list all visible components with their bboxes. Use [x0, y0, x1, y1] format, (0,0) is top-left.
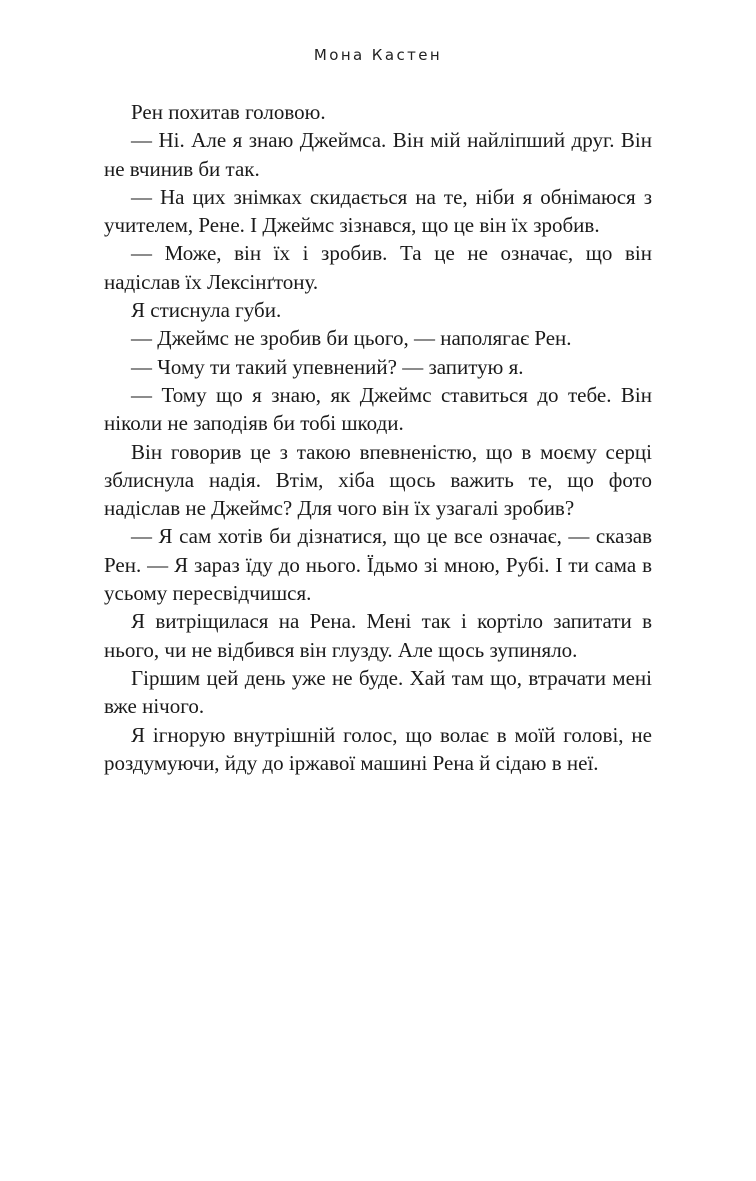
paragraph: Він говорив це з такою впевненістю, що в моєму серці зблиснула надія. Втім, хіба щось важить те, що фото надіслав не Джеймс? Для чого він їх узагалі зробив? [104, 439, 652, 521]
paragraph: — Тому що я знаю, як Джеймс ставиться до тебе. Він ніколи не заподіяв би тобі шкоди. [104, 382, 652, 436]
paragraph: Гіршим цей день уже не буде. Хай там що, втрачати мені вже нічого. [104, 665, 652, 719]
paragraph: — Я сам хотів би дізнатися, що це все означає, — сказав Рен. — Я зараз їду до нього. Їдьмо зі мною, Рубі. І ти сама в усьому пересвідчишся. [104, 524, 652, 606]
paragraph: — Чому ти такий упевнений? — запитую я. [131, 354, 524, 379]
paragraph: Рен похитав головою. [131, 100, 326, 124]
paragraph: — Ні. Але я знаю Джеймса. Він мій найліпший друг. Він не вчинив би так. [104, 128, 652, 181]
body-text [104, 98, 652, 777]
paragraph: Я стиснула губи. [131, 298, 282, 323]
paragraph: Я ігнорую внутрішній голос, що волає в моїй голові, не роздумуючи, йду до іржавої машині Рена й сідаю в неї. [104, 722, 652, 775]
paragraph: Я витріщилася на Рена. Мені так і кортіло запитати в нього, чи не відбився він глузду. Але щось зупиняло. [104, 609, 652, 662]
paragraph: — Джеймс не зробив би цього, — наполягає Рен. [131, 326, 572, 351]
paragraph: — Може, він їх і зробив. Та це не означає, що він надіслав їх Лексінґтону. [104, 241, 652, 294]
running-header-author: Мона Кастен [313, 46, 443, 64]
paragraph: — На цих знімках скидається на те, ніби я обнімаюся з учителем, Рене. І Джеймс зізнався, що це він їх зробив. [104, 184, 652, 238]
